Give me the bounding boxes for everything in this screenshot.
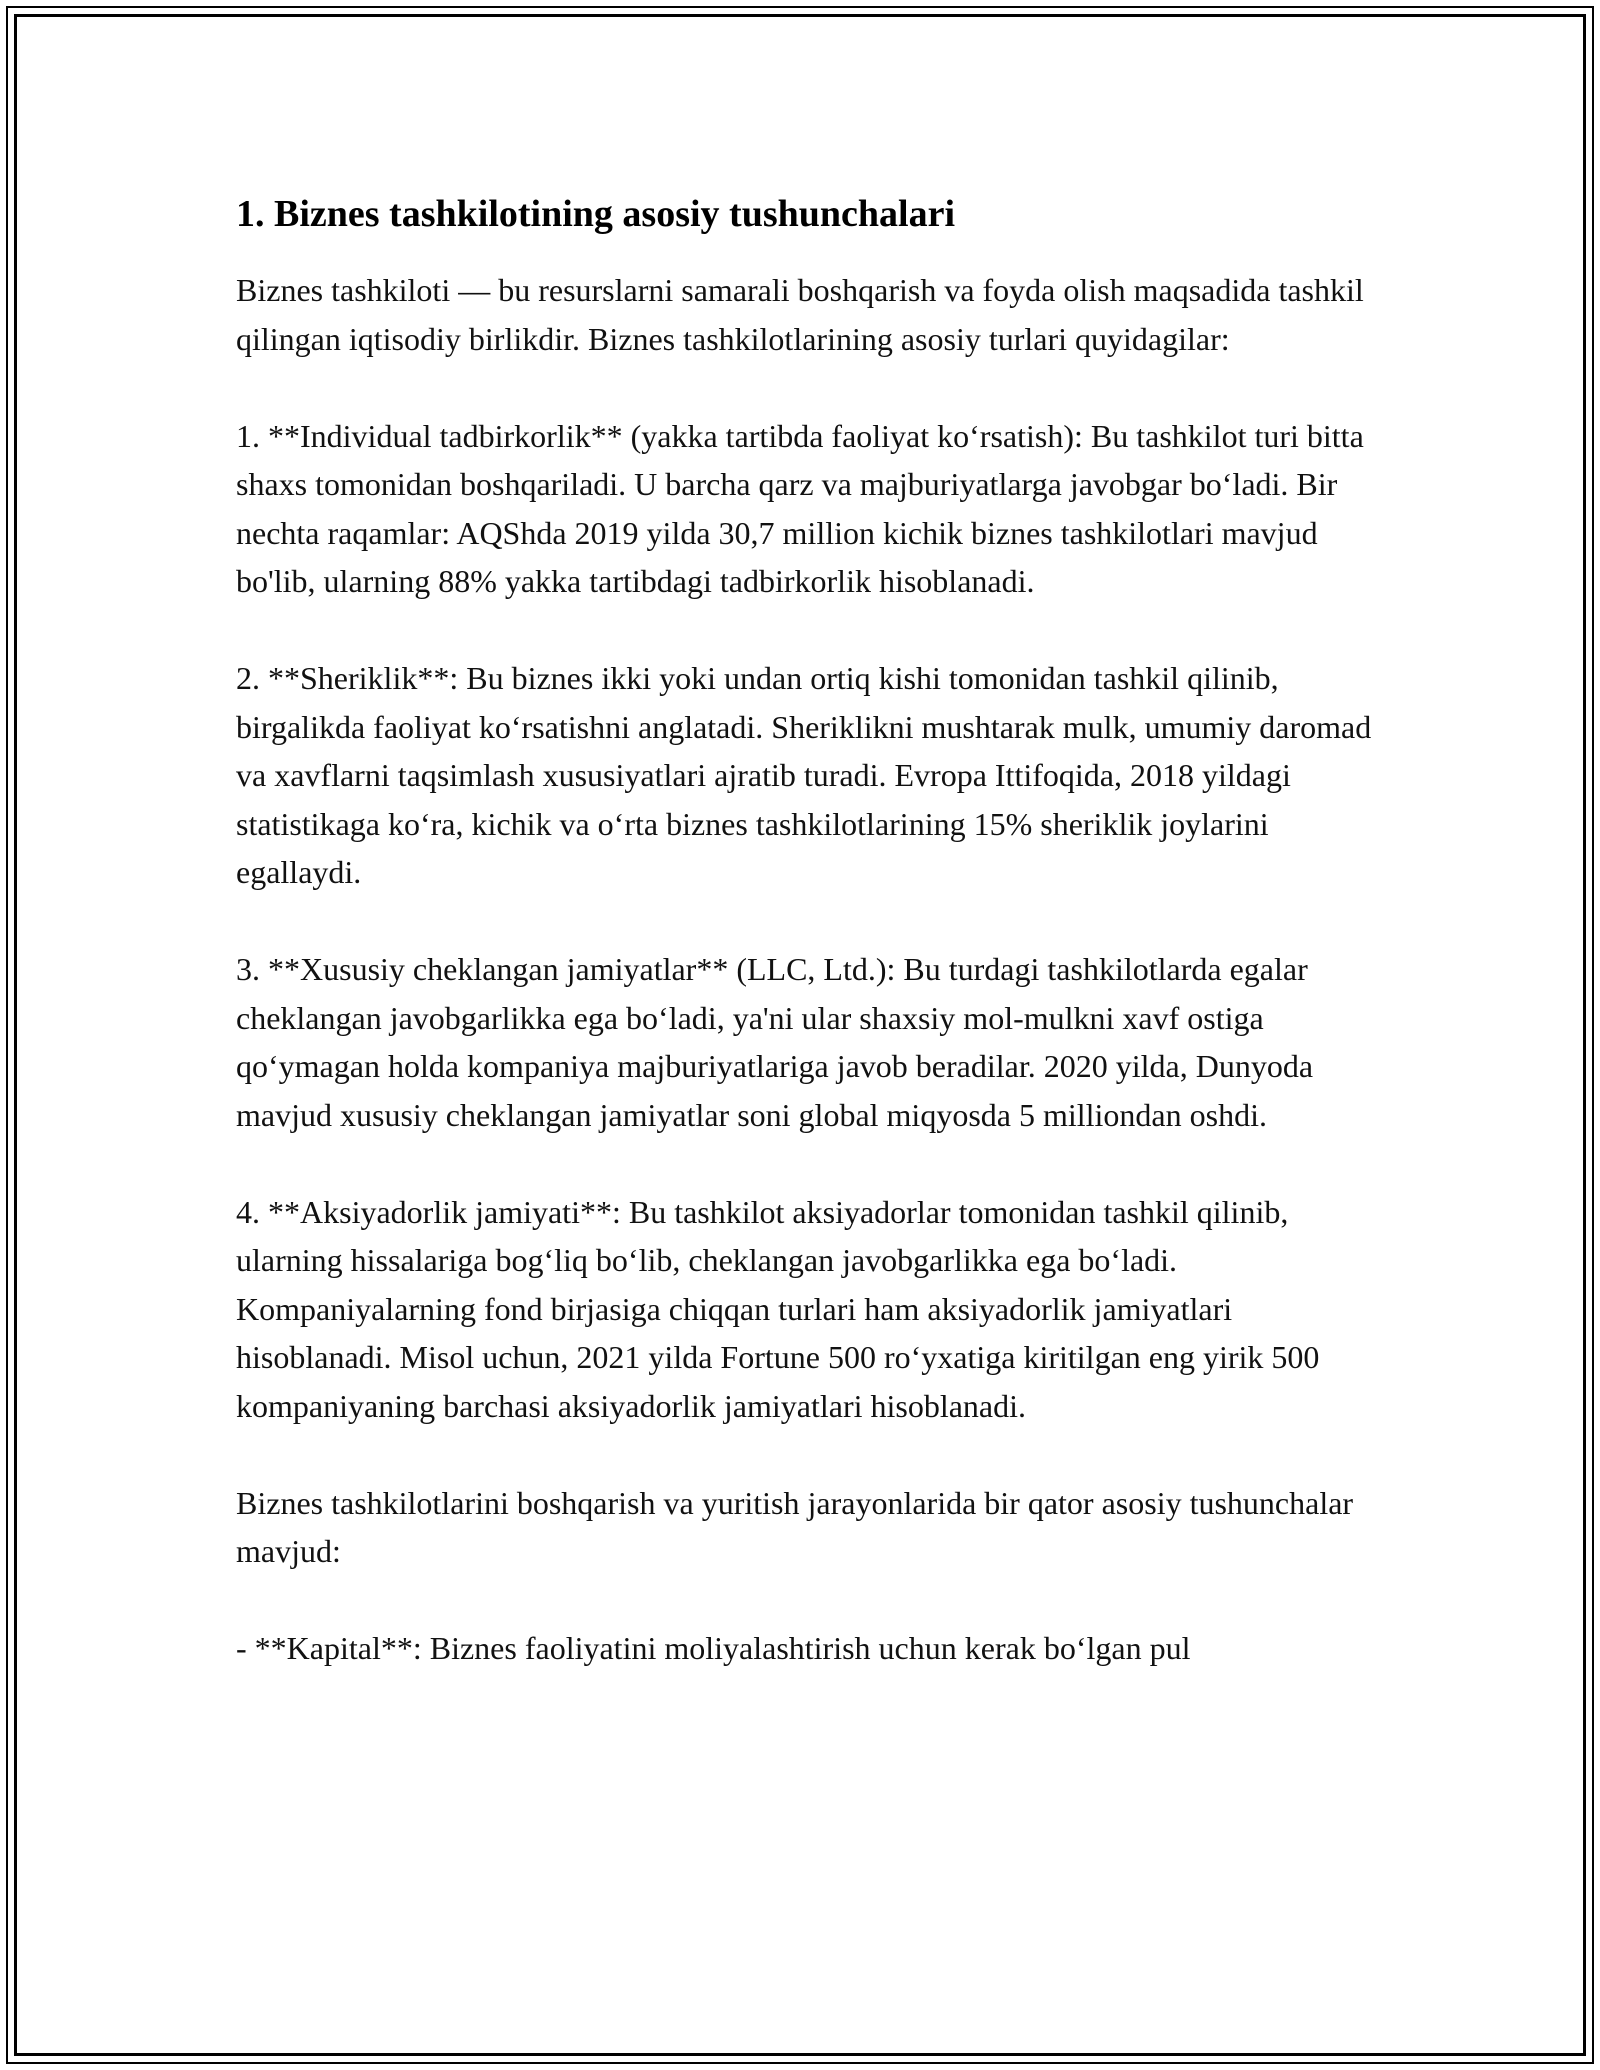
list-item-partnership: 2. **Sheriklik**: Bu biznes ikki yoki undan ortiq kishi tomonidan tashkil qilinib, birgalikda faoliyat koʻrsatishni anglatadi. Sheriklikni mushtarak mulk, umumiy daromad va xavflarni taqsimlash xususiyatlari ajratib turadi. Evropa Ittifoqida, 2018 yildagi statistikaga koʻra, kichik va oʻrta biznes tashkilotlarining 15% sheriklik joylarini egallaydi. [236, 660, 1372, 890]
intro-paragraph: Biznes tashkiloti — bu resurslarni samarali boshqarish va foyda olish maqsadida tashkil qilingan iqtisodiy birlikdir. Biznes tashkilotlarining asosiy turlari quyidagilar: [236, 272, 1364, 357]
section-heading: 1. Biznes tashkilotining asosiy tushunchalari [236, 193, 956, 235]
document-body [236, 188, 1376, 1721]
concepts-intro-paragraph: Biznes tashkilotlarini boshqarish va yuritish jarayonlarida bir qator asosiy tushunchalar mavjud: [236, 1484, 1354, 1569]
list-item-joint-stock: 4. **Aksiyadorlik jamiyati**: Bu tashkilot aksiyadorlar tomonidan tashkil qilinib, ularning hissalariga bogʻliq boʻlib, cheklangan javobgarlikka ega boʻladi. Kompaniyalarning fond birjasiga chiqqan turlari ham aksiyadorlik jamiyatlari hisoblanadi. Misol uchun, 2021 yilda Fortune 500 roʻyxatiga kiritilgan eng yirik 500 kompaniyaning barchasi aksiyadorlik jamiyatlari hisoblanadi. [236, 1193, 1320, 1424]
list-item-limited-liability: 3. **Xususiy cheklangan jamiyatlar** (LLC, Ltd.): Bu turdagi tashkilotlarda egalar cheklangan javobgarlikka ega boʻladi, ya'ni ular shaxsiy mol-mulkni xavf ostiga qoʻymagan holda kompaniya majburiyatlariga javob beradilar. 2020 yilda, Dunyoda mavjud xususiy cheklangan jamiyatlar soni global miqyosda 5 milliondan oshdi. [236, 951, 1314, 1133]
list-item-individual-entrepreneurship: 1. **Individual tadbirkorlik** (yakka tartibda faoliyat koʻrsatish): Bu tashkilot turi bitta shaxs tomonidan boshqariladi. U barcha qarz va majburiyatlarga javobgar boʻladi. Bir nechta raqamlar: AQShda 2019 yilda 30,7 million kichik biznes tashkilotlari mavjud bo'lib, ularning 88% yakka tartibdagi tadbirkorlik hisoblanadi. [236, 417, 1364, 599]
bullet-capital: - **Kapital**: Biznes faoliyatini moliyalashtirish uchun kerak boʻlgan pul [236, 1630, 1191, 1666]
